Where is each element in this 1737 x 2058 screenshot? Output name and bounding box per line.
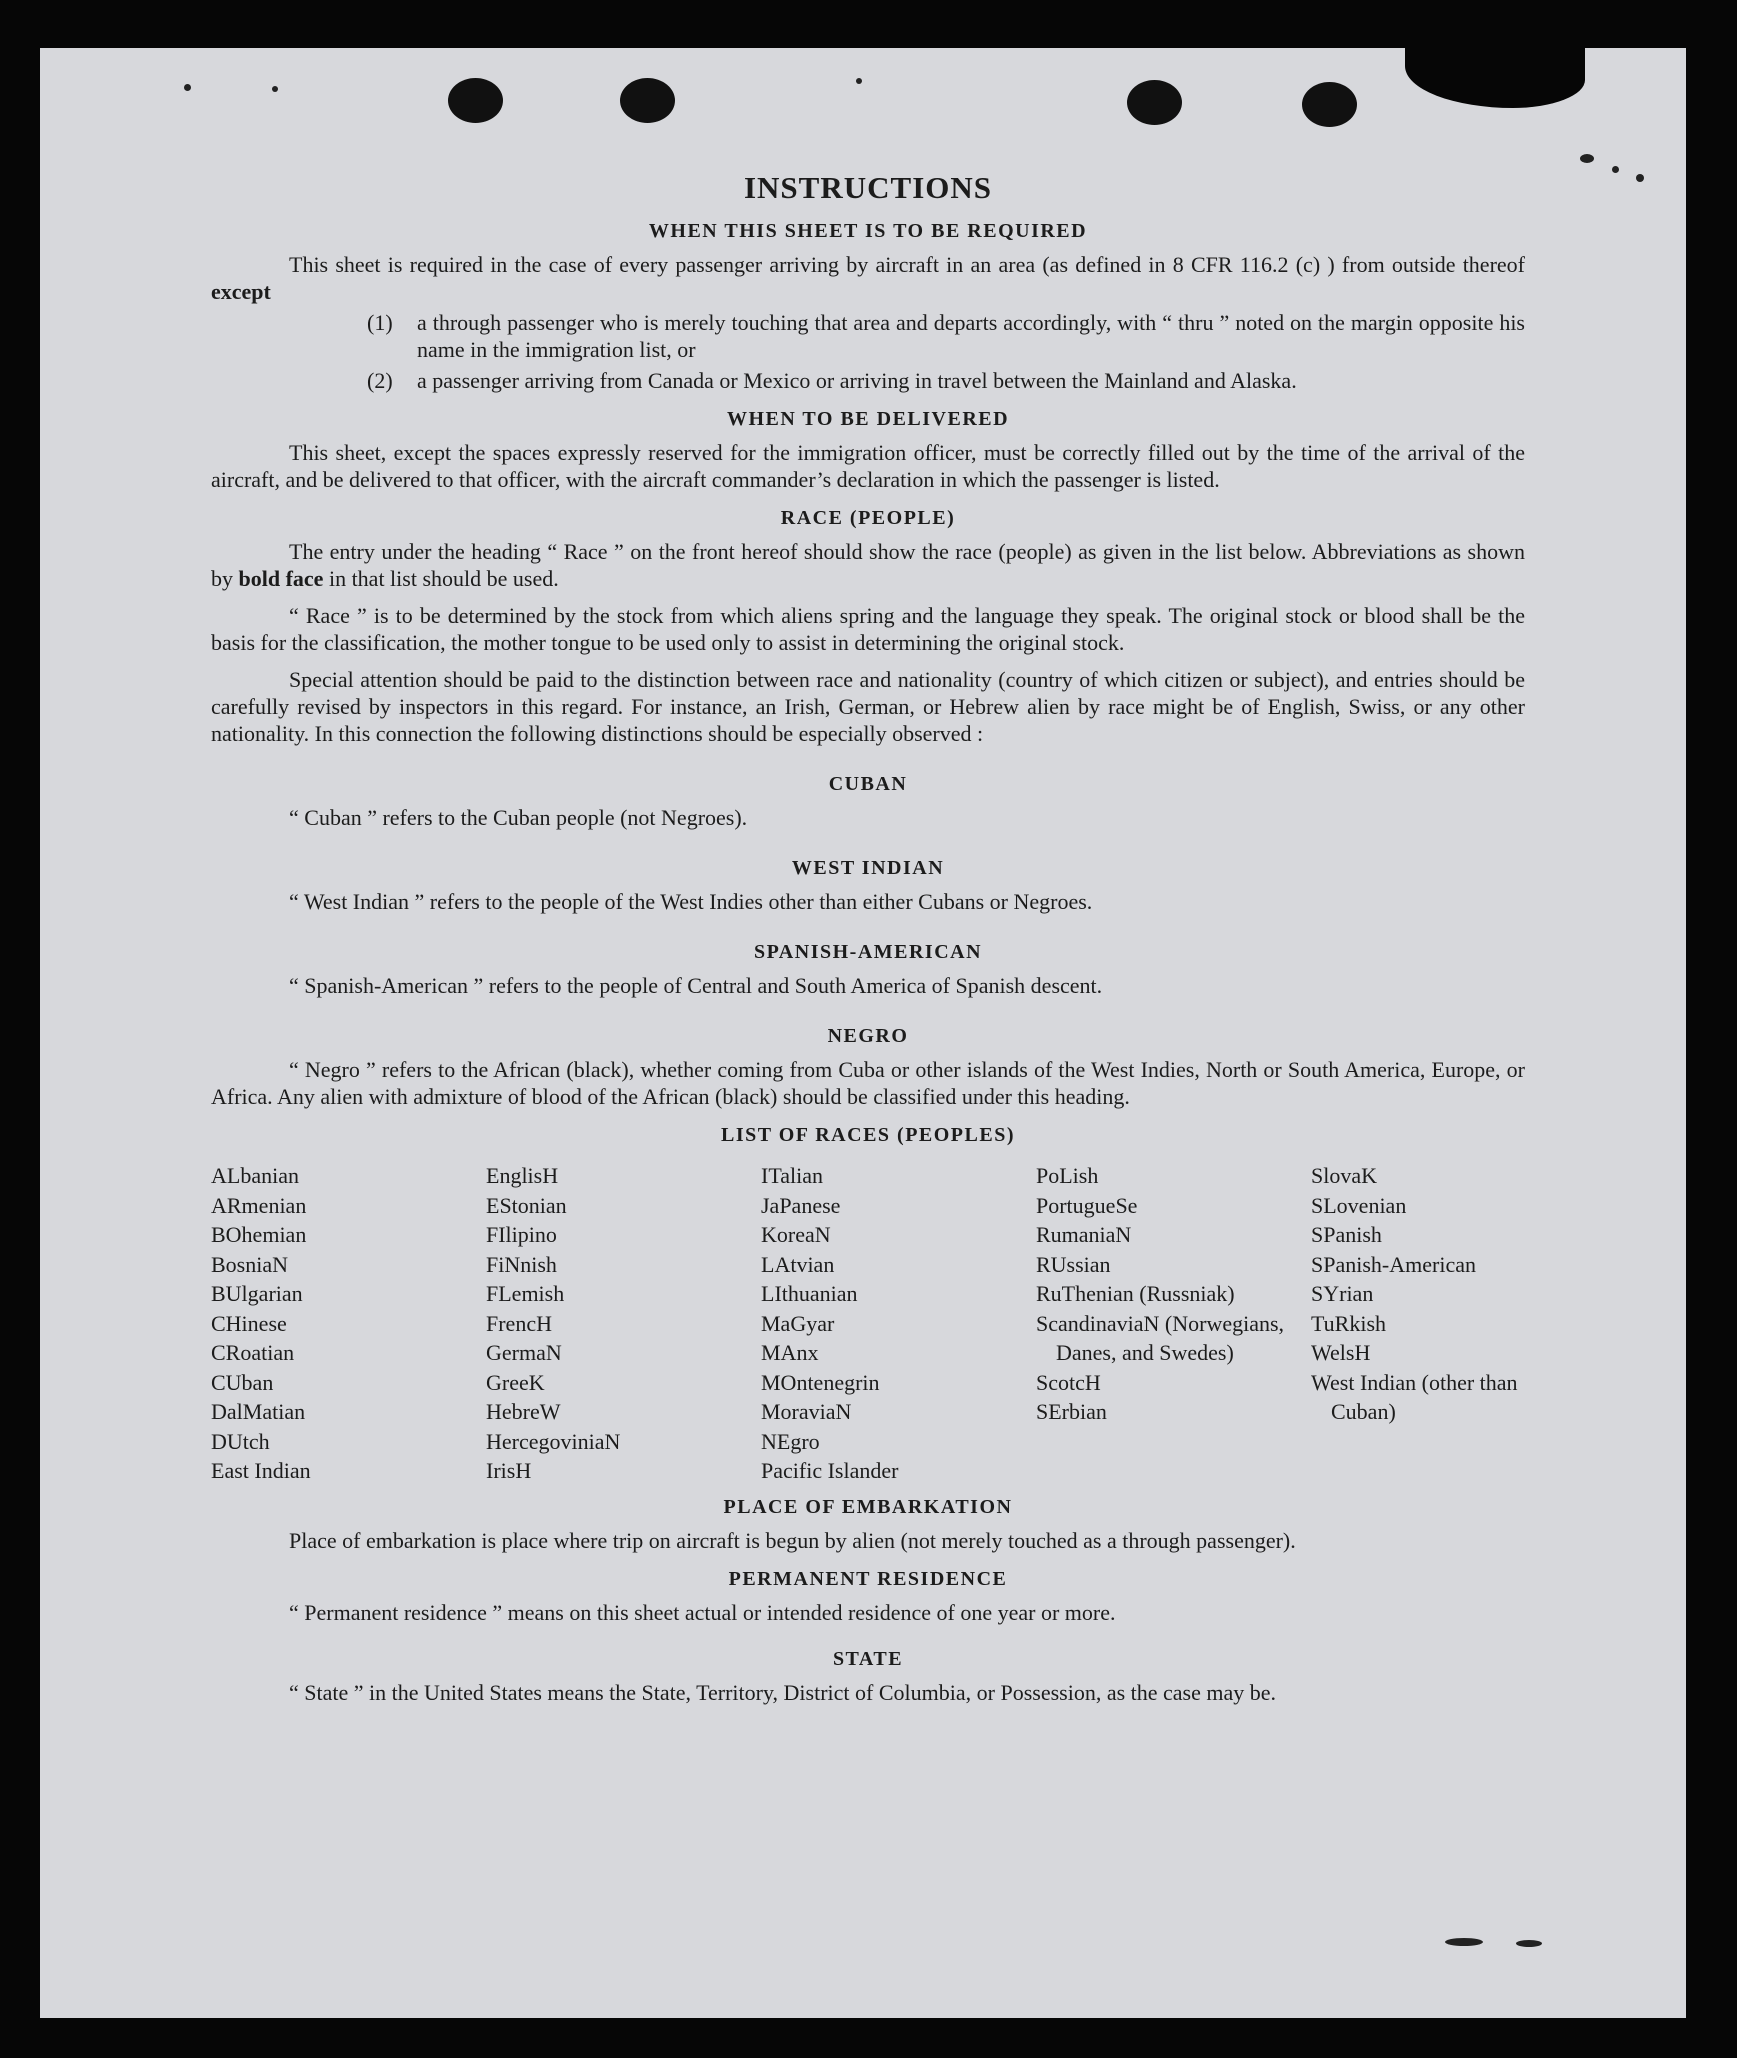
paragraph-text: This sheet is required in the case of every passenger arriving by aircraft in an area (as defined in 8 CFR 116.2 (c) ) from outside thereof — [289, 252, 1525, 277]
race-item: DalMatian — [211, 1399, 306, 1424]
race-item: GreeK — [486, 1369, 545, 1395]
race-item: SlovaK — [1311, 1163, 1377, 1188]
speck — [272, 86, 278, 92]
race-item: LIthuanian — [761, 1281, 858, 1306]
punch-hole — [1127, 80, 1182, 125]
section-heading: SPANISH-AMERICAN — [753, 941, 983, 963]
race-item: KoreaN — [761, 1222, 831, 1247]
races-column — [761, 1161, 1036, 1486]
race-item: HercegoviniaN — [486, 1428, 621, 1454]
race-item: BUlgarian — [211, 1281, 303, 1306]
race-item: MAnx — [761, 1340, 819, 1365]
race-item: NEgro — [761, 1428, 820, 1454]
paragraph: Special attention should be paid to the distinction between race and nationality (country of which citizen or subject), and entries should be carefully revised by inspectors in this regard. For instance, an Irish, German, or Hebrew alien by race might be of English, Swiss, or any other nationality. In this connection the following distinctions should be especially observed : — [211, 667, 1525, 746]
section-heading: RACE (PEOPLE) — [780, 507, 956, 529]
race-item: CRoatian — [211, 1340, 295, 1365]
list-item — [367, 309, 1525, 363]
race-item: RuThenian (Russniak) — [1036, 1281, 1235, 1306]
race-item: GermaN — [486, 1340, 562, 1365]
paragraph — [211, 538, 1525, 592]
race-item: SYrian — [1311, 1281, 1374, 1306]
race-item: ITalian — [761, 1163, 823, 1188]
punch-hole — [620, 78, 675, 123]
race-item: WelsH — [1311, 1340, 1371, 1365]
paragraph: This sheet, except the spaces expressly reserved for the immigration officer, must be correctly filled out by the time of the arrival of the aircraft, and be delivered to that officer, with the aircraft commander’s declaration in which the passenger is listed. — [211, 440, 1525, 492]
race-item: CHinese — [211, 1310, 287, 1336]
race-item: SLovenian — [1311, 1192, 1407, 1218]
section-heading: LIST OF RACES (PEOPLES) — [720, 1124, 1015, 1146]
speck — [1516, 1940, 1542, 1947]
section-heading: PERMANENT RESIDENCE — [728, 1567, 1008, 1590]
race-item: SErbian — [1036, 1399, 1107, 1424]
item-text: a through passenger who is merely touching that area and departs accordingly, with “ thru ” noted on the margin opposite his name in the immigration list, or — [417, 310, 1525, 362]
item-number: (2) — [367, 368, 393, 393]
bold-text: bold face — [238, 566, 324, 591]
paragraph: “ Spanish-American ” refers to the people of Central and South America of Spanish descent. — [289, 973, 1103, 998]
paragraph-text: The entry under the heading “ Race ” on the front hereof should show the race (people) as given in the list below. Abbreviations as shown by — [211, 539, 1525, 591]
paragraph: “ Race ” is to be determined by the stock from which aliens spring and the language they speak. The original stock or blood shall be the basis for the classification, the mother tongue to be used only to assist in determining the original stock. — [211, 603, 1525, 655]
race-item: EnglisH — [486, 1163, 559, 1188]
section-heading: CUBAN — [828, 773, 908, 795]
paragraph: “ West Indian ” refers to the people of the West Indies other than either Cubans or Negroes. — [289, 889, 1093, 914]
race-item: ScotcH — [1036, 1369, 1101, 1395]
race-item: HebreW — [486, 1399, 561, 1424]
paragraph: “ Negro ” refers to the African (black), whether coming from Cuba or other islands of the West Indies, North or South America, Europe, or Africa. Any alien with admixture of blood of the African (black) should be classified under this heading. — [211, 1057, 1525, 1109]
races-column — [1036, 1161, 1311, 1486]
paragraph: “ Cuban ” refers to the Cuban people (not Negroes). — [289, 805, 748, 830]
speck — [1580, 154, 1594, 163]
punch-hole — [448, 78, 503, 123]
document-page — [40, 48, 1686, 2018]
race-item: RumaniaN — [1036, 1222, 1132, 1247]
race-item: MaGyar — [761, 1310, 835, 1336]
race-item: FIlipino — [486, 1222, 557, 1247]
speck — [1612, 166, 1619, 173]
item-number: (1) — [367, 310, 393, 335]
race-item: FrencH — [486, 1310, 552, 1336]
race-item: LAtvian — [761, 1251, 835, 1277]
race-item: MoraviaN — [761, 1399, 852, 1424]
race-item: East Indian — [211, 1458, 311, 1483]
races-column — [486, 1161, 761, 1486]
speck — [1445, 1938, 1483, 1946]
race-item: BosniaN — [211, 1251, 288, 1277]
paragraph — [211, 251, 1525, 305]
instructions-content — [211, 170, 1525, 1706]
race-item: Pacific Islander — [761, 1458, 899, 1483]
races-column — [1311, 1161, 1525, 1486]
speck — [184, 84, 191, 91]
list-item — [367, 367, 1525, 394]
race-item: ScandinaviaN (Norwegians, Danes, and Swedes) — [1036, 1310, 1285, 1365]
section-heading: PLACE OF EMBARKATION — [723, 1495, 1013, 1518]
race-item: FiNnish — [486, 1251, 557, 1277]
item-text: a passenger arriving from Canada or Mexico or arriving in travel between the Mainland and Alaska. — [417, 368, 1297, 393]
paragraph-text: in that list should be used. — [328, 566, 559, 591]
race-item: SPanish-American — [1311, 1251, 1476, 1277]
races-list — [211, 1161, 1525, 1486]
race-item: West Indian (other than Cuban) — [1311, 1369, 1518, 1424]
section-heading: NEGRO — [827, 1025, 909, 1047]
races-column — [211, 1161, 486, 1486]
race-item: IrisH — [486, 1458, 532, 1483]
race-item: DUtch — [211, 1428, 270, 1454]
paragraph: “ Permanent residence ” means on this sheet actual or intended residence of one year or more. — [289, 1599, 1116, 1625]
section-heading: STATE — [832, 1647, 904, 1670]
race-item: BOhemian — [211, 1222, 307, 1247]
bold-text: except — [211, 279, 271, 304]
race-item: JaPanese — [761, 1192, 841, 1218]
speck — [856, 78, 862, 84]
race-item: MOntenegrin — [761, 1369, 880, 1395]
punch-hole — [1302, 82, 1357, 127]
race-item: EStonian — [486, 1192, 567, 1218]
section-heading: WHEN THIS SHEET IS TO BE REQUIRED — [648, 220, 1088, 242]
race-item: FLemish — [486, 1281, 565, 1306]
race-item: TuRkish — [1311, 1310, 1387, 1336]
race-item: PoLish — [1036, 1163, 1099, 1188]
section-heading: WHEN TO BE DELIVERED — [726, 408, 1010, 430]
section-heading: WEST INDIAN — [791, 857, 945, 879]
race-item: RUssian — [1036, 1251, 1111, 1277]
speck — [1636, 174, 1644, 182]
race-item: ALbanian — [211, 1163, 299, 1188]
page-title: INSTRUCTIONS — [743, 170, 992, 205]
race-item: ARmenian — [211, 1192, 307, 1218]
paragraph: “ State ” in the United States means the State, Territory, District of Columbia, or Possession, as the case may be. — [289, 1679, 1277, 1705]
race-item: SPanish — [1311, 1222, 1382, 1247]
paragraph: Place of embarkation is place where trip on aircraft is begun by alien (not merely touched as a through passenger). — [289, 1527, 1296, 1553]
race-item: CUban — [211, 1369, 274, 1395]
race-item: PortugueSe — [1036, 1192, 1138, 1218]
torn-corner — [1405, 48, 1585, 108]
